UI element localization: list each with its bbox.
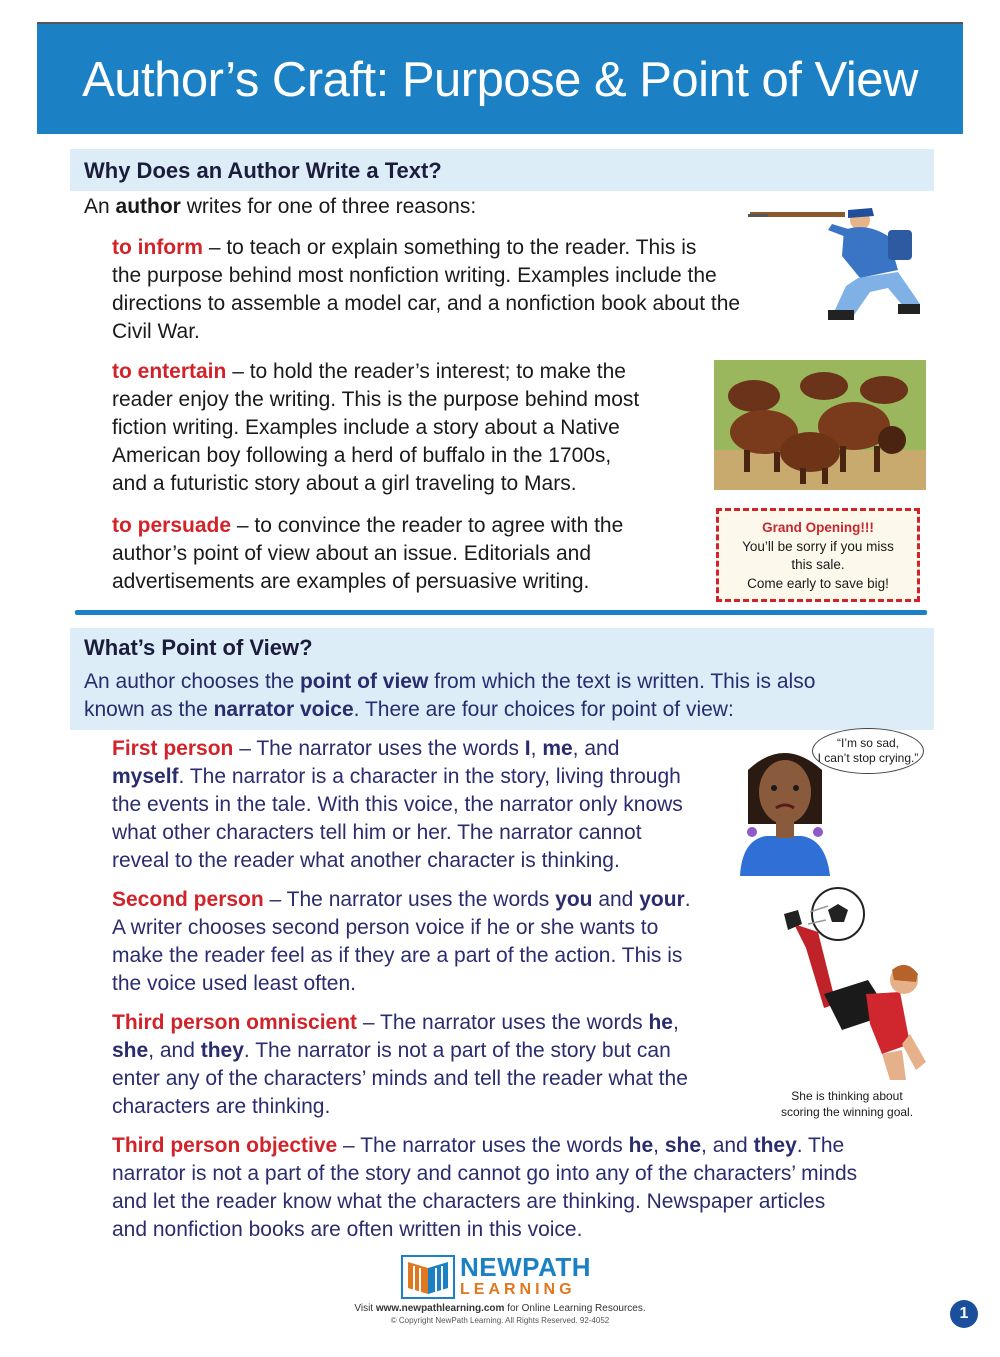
ad-title: Grand Opening!!! — [762, 520, 874, 535]
civil-war-soldier-illustration — [748, 200, 928, 325]
logo-word-newpath: NEWPATH — [460, 1252, 592, 1282]
section-heading-purpose: Why Does an Author Write a Text? — [84, 158, 442, 183]
pov-intro: An author chooses the point of view from which the text is written. This is also known as the narrator voice. There are four choices for point of view: — [84, 670, 816, 721]
second-person-paragraph: Second person – The narrator uses the words you and your. A writer chooses second person voice if he or she wants to make the reader feel as if they are a part of the action. This is the voice used least often. — [112, 888, 691, 995]
buffalo-herd-illustration — [714, 360, 926, 490]
footer-url-link[interactable]: www.newpathlearning.com — [375, 1303, 505, 1314]
third-omniscient-paragraph: Third person omniscient – The narrator uses the words he, she, and they. The narrator is not a part of the story but can enter any of the characters’ minds and tell the reader what the characters are thinking. — [112, 1011, 688, 1118]
inform-term: to inform — [112, 236, 203, 259]
purpose-intro: An author writes for one of three reasons: — [84, 195, 477, 218]
inform-paragraph: to inform – to teach or explain something to the reader. This is the purpose behind most nonfiction writing. Examples include the directions to assemble a model car, and a nonfiction book about the Civil War. — [112, 236, 741, 343]
title-banner — [37, 24, 963, 134]
narrator-voice-term: narrator voice — [213, 698, 354, 721]
newpath-logo-icon — [400, 1254, 456, 1300]
grand-opening-ad — [716, 508, 920, 602]
section-heading-pov: What’s Point of View? — [84, 635, 313, 660]
first-person-paragraph: First person – The narrator uses the words I, me, and myself. The narrator is a character in the story, living through the events in the tale. With this voice, the narrator only knows what other characters tell him or her. The narrator cannot reveal to the reader what another character is thinking. — [112, 737, 683, 872]
caption-line: She is thinking about — [791, 1089, 903, 1103]
entertain-paragraph: to entertain – to hold the reader’s interest; to make the reader enjoy the writing. This is the purpose behind most fiction writing. Examples include a story about a Native American boy following a herd of buffalo in the 1700s, and a futuristic story about a girl traveling to Mars. — [112, 360, 640, 495]
bubble-line: “I’m so sad, — [836, 736, 899, 750]
author-term: author — [115, 195, 181, 218]
caption-line: scoring the winning goal. — [780, 1105, 914, 1119]
point-of-view-term: point of view — [299, 670, 429, 693]
first-person-term: First person — [112, 737, 234, 760]
page-number-badge: 1 — [950, 1300, 978, 1328]
ad-line: this sale. — [791, 557, 845, 572]
ad-line: Come early to save big! — [747, 575, 889, 591]
entertain-term: to entertain — [112, 360, 227, 383]
section-heading-bar-purpose — [70, 149, 934, 191]
soccer-player-illustration — [770, 884, 930, 1086]
footer-copyright: © Copyright NewPath Learning. All Rights Reserved. 92-4052 — [390, 1316, 610, 1325]
third-omniscient-term: Third person omniscient — [112, 1011, 358, 1034]
footer-visit-line: Visit www.newpathlearning.com for Online Learning Resources. — [354, 1303, 646, 1314]
ad-line: You’ll be sorry if you miss — [742, 538, 894, 554]
third-objective-term: Third person objective — [112, 1134, 338, 1157]
soccer-caption — [762, 1088, 932, 1120]
logo-word-learning: LEARNING — [460, 1281, 576, 1298]
bubble-line: I can’t stop crying.” — [817, 751, 919, 765]
persuade-term: to persuade — [112, 514, 232, 537]
third-objective-paragraph: Third person objective – The narrator uses the words he, she, and they. The narrator is not a part of the story and cannot go into any of the characters’ minds and let the reader know what the characters are thinking. Newspaper articles and nonfiction books are often written in this voice. — [112, 1134, 858, 1241]
section-divider — [75, 610, 927, 615]
speech-bubble — [812, 728, 924, 774]
page-title: Author’s Craft: Purpose & Point of View — [82, 53, 918, 107]
persuade-paragraph: to persuade – to convince the reader to agree with the author’s point of view about an issue. Editorials and advertisements are examples of persuasive writing. — [112, 514, 624, 593]
second-person-term: Second person — [112, 888, 264, 911]
